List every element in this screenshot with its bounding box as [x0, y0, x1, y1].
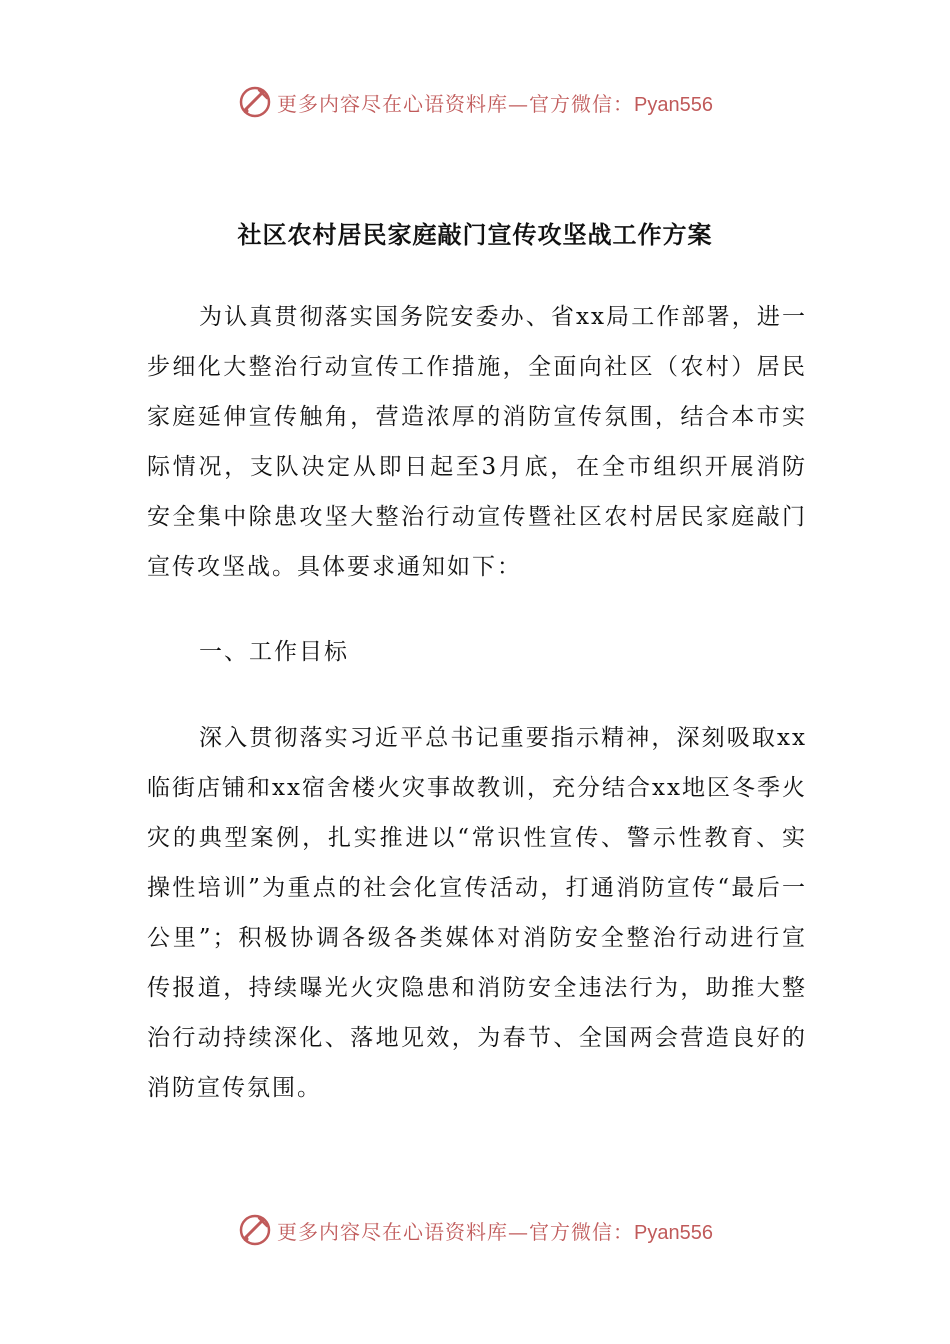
- intro-paragraph: 为认真贯彻落实国务院安委办、省xx局工作部署，进一步细化大整治行动宣传工作措施，全面向社区（农村）居民家庭延伸宣传触角，营造浓厚的消防宣传氛围，结合本市实际情况，支队决定从即日起至3月底，在全市组织开展消防安全集中除患攻坚大整治行动宣传暨社区农村居民家庭敲门宣传攻坚战。具体要求通知如下：: [147, 304, 807, 580]
- banner-text: [277, 88, 713, 117]
- document-title: 社区农村居民家庭敲门宣传攻坚战工作方案: [237, 220, 713, 249]
- footer-banner: [0, 1210, 950, 1250]
- banner-message: 更多内容尽在心语资料库—官方微信：: [277, 91, 635, 116]
- pen-logo-icon: [237, 1212, 273, 1248]
- section-heading-work-goals: 一、工作目标: [199, 639, 349, 665]
- pen-logo-icon: [237, 84, 273, 120]
- wechat-id: Pyan556: [634, 1221, 713, 1244]
- header-banner: [0, 82, 950, 122]
- wechat-id: Pyan556: [634, 93, 713, 116]
- banner-message: 更多内容尽在心语资料库—官方微信：: [277, 1219, 635, 1244]
- section1-paragraph: 深入贯彻落实习近平总书记重要指示精神，深刻吸取xx临街店铺和xx宿舍楼火灾事故教训，充分结合xx地区冬季火灾的典型案例，扎实推进以“常识性宣传、警示性教育、实操性培训”为重点的社会化宣传活动，打通消防宣传“最后一公里”；积极协调各级各类媒体对消防安全整治行动进行宣传报道，持续曝光火灾隐患和消防安全违法行为，助推大整治行动持续深化、落地见效，为春节、全国两会营造良好的消防宣传氛围。: [147, 725, 807, 1101]
- banner-text: [277, 1216, 713, 1245]
